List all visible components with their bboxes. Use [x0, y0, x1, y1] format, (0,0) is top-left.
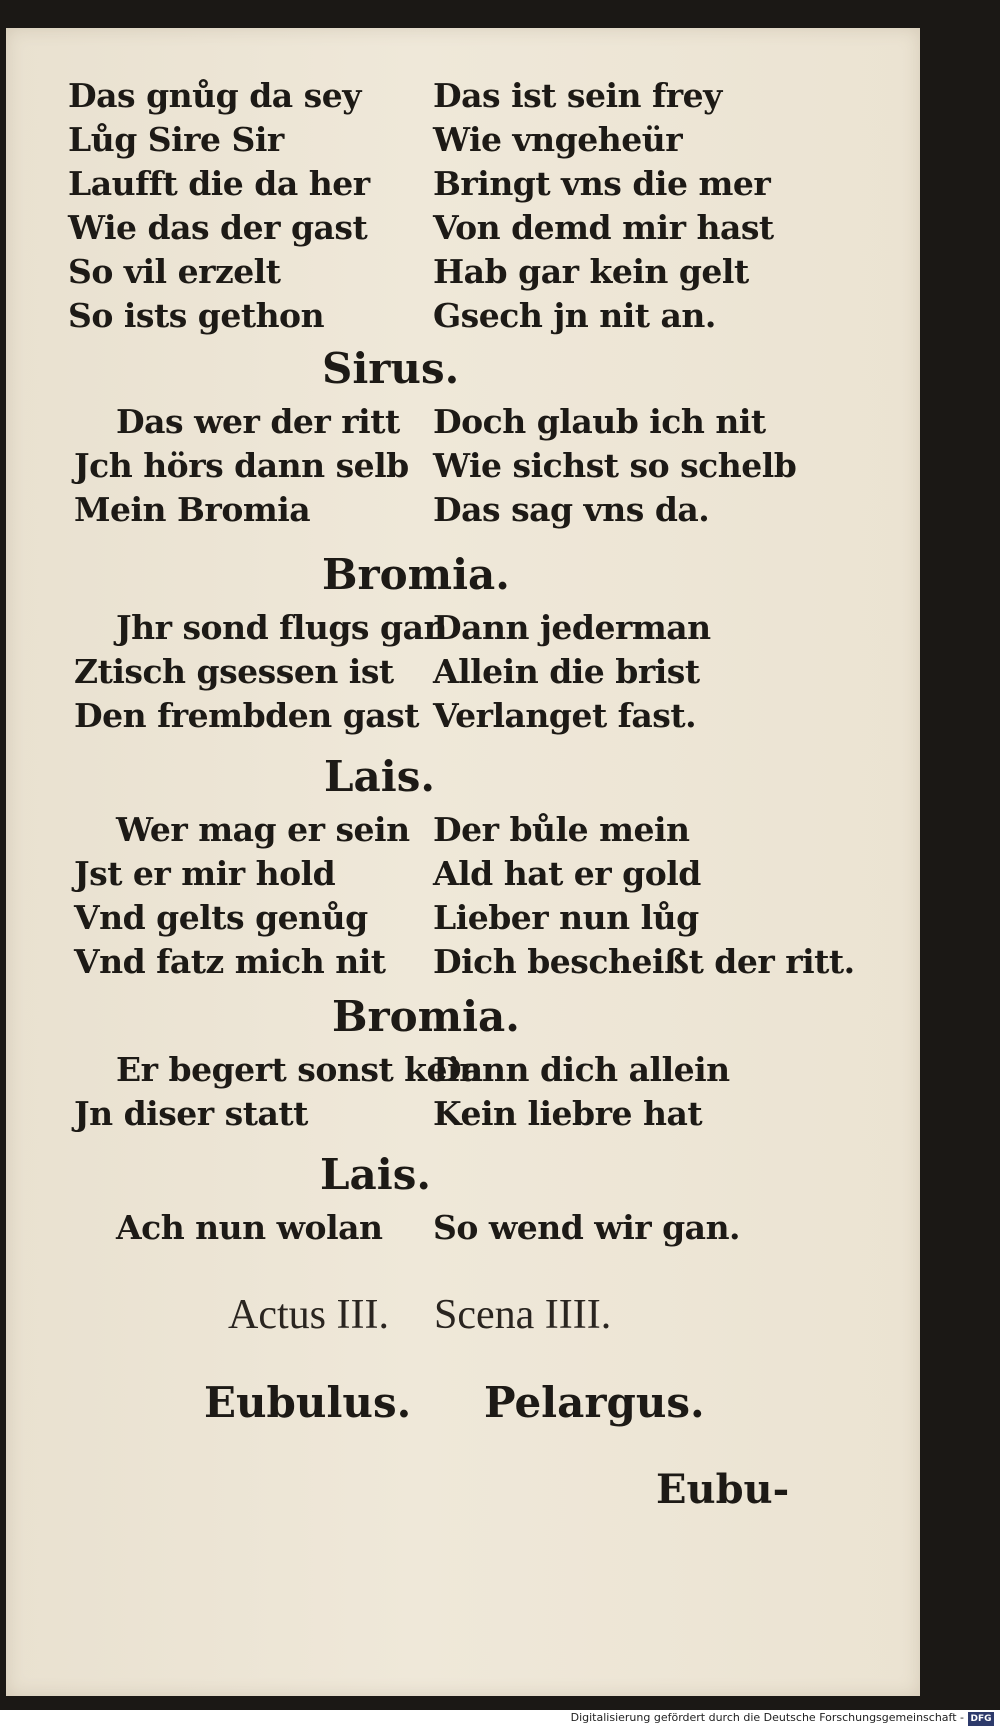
- verse-right: Ald hat er gold: [433, 854, 701, 893]
- verse-left: So ists gethon: [68, 296, 325, 335]
- catchword: Eubu-: [656, 1466, 790, 1513]
- verse-left: Das gnůg da sey: [68, 76, 361, 115]
- verse-right: Doch glaub ich nit: [433, 402, 766, 441]
- dfg-logo-icon: DFG: [968, 1712, 994, 1726]
- verse-left: Wer mag er sein: [116, 810, 410, 849]
- speaker-heading: Bromia.: [332, 992, 520, 1041]
- verse-right: Wie sichst so schelb: [433, 446, 797, 485]
- verse-right: Gsech jn nit an.: [433, 296, 716, 335]
- verse-right: Kein liebre hat: [433, 1094, 703, 1133]
- funding-notice: Digitalisierung gefördert durch die Deutsche Forschungsgemeinschaft -: [570, 1711, 964, 1724]
- act-heading: Actus III.: [228, 1292, 389, 1338]
- verse-right: Das ist sein frey: [433, 76, 722, 115]
- book-page: [6, 28, 920, 1696]
- character-name: Eubulus.: [204, 1378, 412, 1427]
- verse-left: Wie das der gast: [68, 208, 368, 247]
- speaker-heading: Sirus.: [322, 344, 460, 393]
- verse-left: Mein Bromia: [74, 490, 311, 529]
- verse-right: Dann dich allein: [433, 1050, 730, 1089]
- verse-right: Bringt vns die mer: [433, 164, 771, 203]
- verse-left: Lůg Sire Sir: [68, 120, 284, 159]
- speaker-heading: Lais.: [324, 752, 435, 801]
- verse-left: Vnd fatz mich nit: [74, 942, 386, 981]
- verse-right: Von demd mir hast: [433, 208, 774, 247]
- verse-right: Allein die brist: [433, 652, 700, 691]
- verse-right: Der bůle mein: [433, 810, 690, 849]
- verse-right: Wie vngeheür: [433, 120, 683, 159]
- verse-left: Er begert sonst kein: [116, 1050, 483, 1089]
- verse-right: Hab gar kein gelt: [433, 252, 749, 291]
- verse-left: Jch hörs dann selb: [74, 446, 409, 485]
- speaker-heading: Bromia.: [322, 550, 510, 599]
- verse-left: Ach nun wolan: [116, 1208, 383, 1247]
- scene-heading: Scena IIII.: [434, 1292, 612, 1338]
- verse-right: Verlanget fast.: [433, 696, 697, 735]
- verse-left: Vnd gelts genůg: [74, 898, 368, 937]
- verse-left: Laufft die da her: [68, 164, 370, 203]
- verse-left: Das wer der ritt: [116, 402, 400, 441]
- speaker-heading: Lais.: [320, 1150, 431, 1199]
- verse-right: So wend wir gan.: [433, 1208, 741, 1247]
- verse-right: Das sag vns da.: [433, 490, 710, 529]
- verse-right: Dann jederman: [433, 608, 711, 647]
- verse-right: Dich bescheißt der ritt.: [433, 942, 855, 981]
- verse-left: Jn diser statt: [74, 1094, 308, 1133]
- character-name: Pelargus.: [484, 1378, 705, 1427]
- verse-left: Jhr sond flugs gan: [116, 608, 447, 647]
- verse-left: Den frembden gast: [74, 696, 419, 735]
- verse-left: Ztisch gsessen ist: [74, 652, 394, 691]
- verse-left: So vil erzelt: [68, 252, 281, 291]
- verse-right: Lieber nun lůg: [433, 898, 699, 937]
- verse-left: Jst er mir hold: [74, 854, 336, 893]
